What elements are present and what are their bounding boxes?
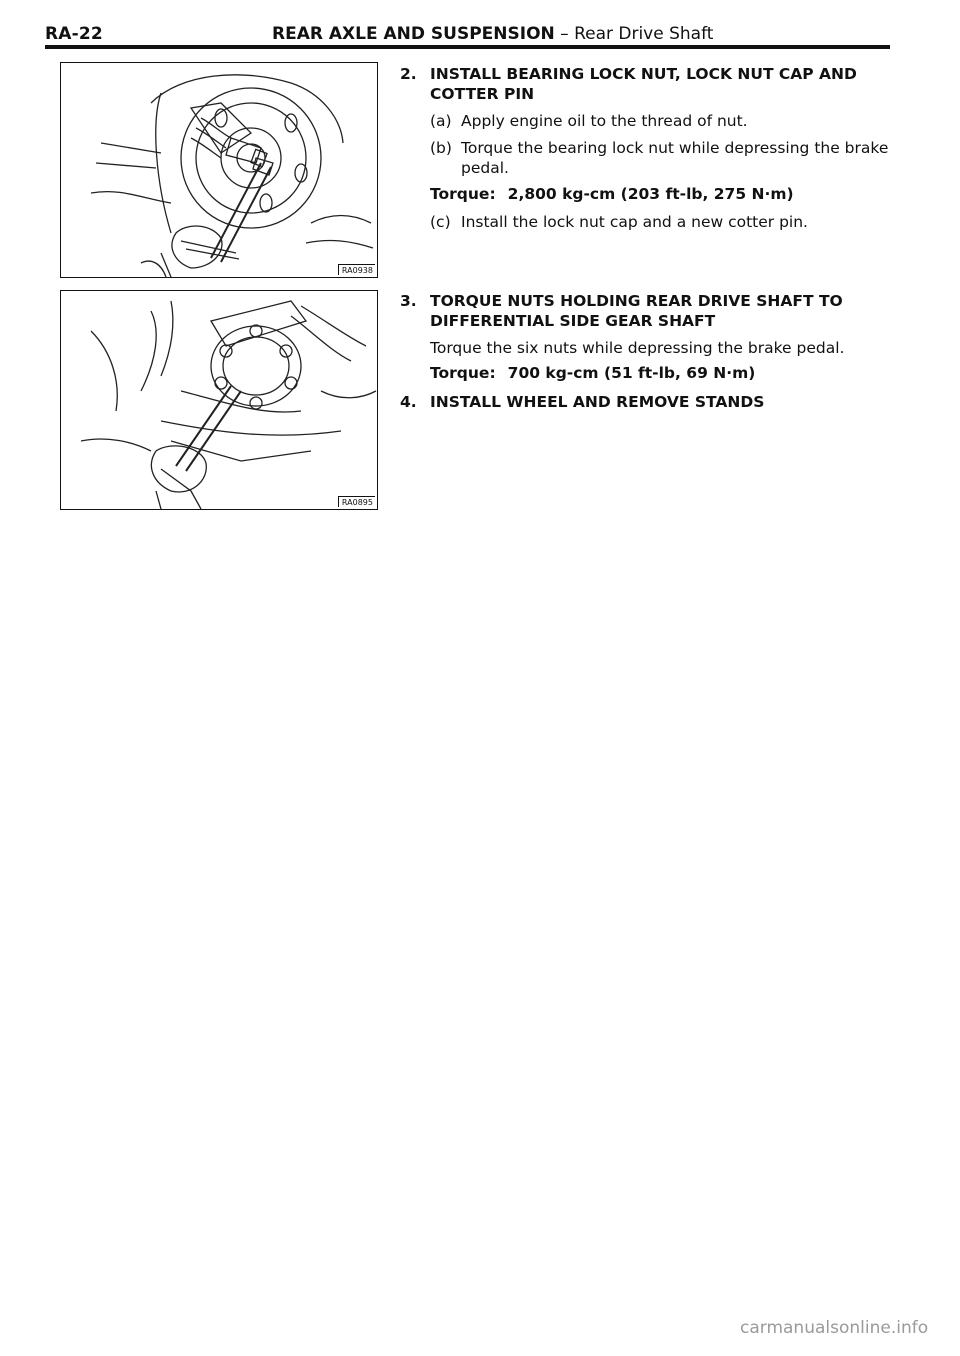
page-number: RA-22: [45, 24, 103, 44]
figure-code: RA0895: [338, 496, 375, 507]
substep-label: (a): [430, 112, 452, 130]
substep-c: [430, 212, 920, 234]
substep-text-line-2: pedal.: [461, 159, 509, 177]
substep-b: [430, 138, 920, 180]
title-separator: –: [560, 24, 569, 44]
step-install-wheel: [400, 392, 920, 414]
step-torque-nuts: [400, 291, 920, 335]
substep-text: Apply engine oil to the thread of nut.: [461, 112, 748, 130]
figure-code: RA0938: [338, 264, 375, 275]
substep-label: (c): [430, 213, 451, 231]
substep-text-line-1: Torque the bearing lock nut while depressing the brake: [461, 139, 889, 157]
torque-label: Torque:: [430, 364, 496, 382]
figure-differential-nuts: [60, 290, 378, 510]
torque-value: 2,800 kg-cm (203 ft-lb, 275 N·m): [507, 185, 794, 203]
step-heading: INSTALL WHEEL AND REMOVE STANDS: [430, 393, 765, 411]
illustration-torque-lock-nut: [61, 63, 377, 277]
step-heading-line-1: TORQUE NUTS HOLDING REAR DRIVE SHAFT TO: [430, 292, 843, 310]
substep-text: Install the lock nut cap and a new cotter pin.: [461, 213, 808, 231]
step-heading: [430, 291, 843, 331]
substep-text: [461, 138, 888, 178]
step-heading-line-2: COTTER PIN: [430, 85, 535, 103]
section-name: REAR AXLE AND SUSPENSION: [272, 24, 555, 44]
step-heading-line-1: INSTALL BEARING LOCK NUT, LOCK NUT CAP AND: [430, 65, 857, 83]
step-number: 4.: [400, 393, 417, 411]
illustration-torque-differential: [61, 291, 377, 509]
step-install-bearing-lock-nut: [400, 64, 920, 108]
step-heading-line-2: DIFFERENTIAL SIDE GEAR SHAFT: [430, 312, 716, 330]
torque-spec-lock-nut: [430, 185, 794, 203]
substep-a: [430, 111, 920, 133]
step-number: 2.: [400, 65, 417, 83]
page-header: [45, 24, 890, 44]
torque-spec-differential: [430, 364, 755, 382]
figure-bearing-lock-nut: [60, 62, 378, 278]
step-instruction: Torque the six nuts while depressing the brake pedal.: [430, 339, 845, 357]
torque-value: 700 kg-cm (51 ft-lb, 69 N·m): [507, 364, 756, 382]
torque-label: Torque:: [430, 185, 496, 203]
step-number: 3.: [400, 292, 417, 310]
header-rule: [45, 45, 890, 49]
substep-label: (b): [430, 139, 452, 157]
subsection-name: Rear Drive Shaft: [574, 24, 714, 44]
step-heading: [430, 64, 857, 104]
section-title: [272, 24, 713, 44]
watermark-text: carmanualsonline.info: [740, 1318, 929, 1338]
